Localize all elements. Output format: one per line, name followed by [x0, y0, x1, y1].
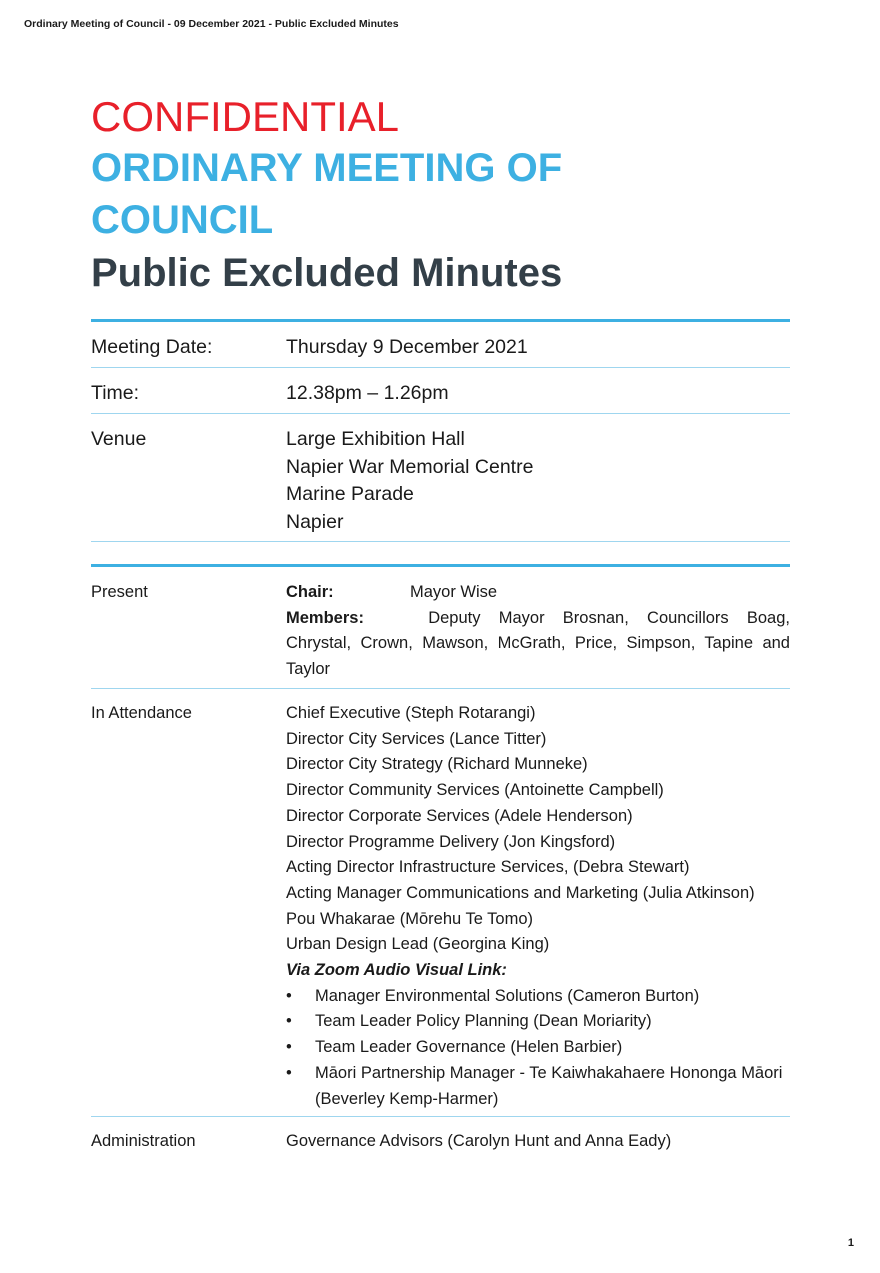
attendee: Urban Design Lead (Georgina King): [286, 935, 550, 954]
divider-top: [91, 319, 790, 322]
administration-label: Administration: [91, 1132, 196, 1150]
via-zoom-item: • Māori Partnership Manager - Te Kaiwhakahaere Hononga Māori (Beverley Kemp-Harmer): [286, 1061, 790, 1112]
meeting-title-line1: ORDINARY MEETING OF: [91, 146, 563, 190]
venue-line: Napier: [286, 510, 344, 533]
venue-line: Marine Parade: [286, 483, 414, 505]
attendee: Director Programme Delivery (Jon Kingsford): [286, 832, 616, 851]
via-zoom-item: • Team Leader Policy Planning (Dean Moriarity): [286, 1009, 790, 1035]
page-number: 1: [847, 1237, 854, 1249]
present-label: Present: [91, 583, 148, 601]
chair-label: Chair:: [286, 583, 334, 601]
venue-line: Napier War Memorial Centre: [286, 455, 534, 478]
meeting-date-value: Thursday 9 December 2021: [286, 336, 528, 358]
attendee: Director City Services (Lance Titter): [286, 729, 547, 748]
divider-section: [91, 564, 790, 567]
via-zoom-item: • Team Leader Governance (Helen Barbier): [286, 1035, 790, 1061]
attendee: Director Corporate Services (Adele Henderson): [286, 806, 633, 825]
attendee: Director Community Services (Antoinette Campbell): [286, 781, 664, 800]
attendee: Pou Whakarae (Mōrehu Te Tomo): [286, 909, 534, 928]
venue-value: [286, 426, 790, 536]
divider: [91, 541, 790, 542]
members-line-3: Taylor: [286, 660, 331, 679]
attendee: Chief Executive (Steph Rotarangi): [286, 704, 536, 722]
venue-line: Large Exhibition Hall: [286, 428, 465, 450]
divider: [91, 688, 790, 689]
in-attendance-value: [286, 701, 790, 1112]
via-zoom-item: • Manager Environmental Solutions (Cameron Burton): [286, 984, 790, 1010]
time-label: Time:: [91, 382, 140, 404]
minutes-title: Public Excluded Minutes: [91, 251, 563, 295]
attendee: Director City Strategy (Richard Munneke): [286, 755, 588, 774]
members-label: Members:: [286, 608, 364, 627]
chair-value: Mayor Wise: [410, 583, 498, 601]
administration-value: Governance Advisors (Carolyn Hunt and Anna Eady): [286, 1132, 672, 1150]
via-zoom-heading: Via Zoom Audio Visual Link:: [286, 961, 507, 980]
divider: [91, 413, 790, 414]
divider: [91, 367, 790, 368]
members-first-line: Deputy Mayor Brosnan, Councillors Boag,: [428, 608, 790, 627]
venue-label: Venue: [91, 428, 147, 450]
confidential-title: CONFIDENTIAL: [91, 93, 400, 140]
title-block: [91, 92, 791, 300]
time-value: 12.38pm – 1.26pm: [286, 382, 449, 404]
divider: [91, 1116, 790, 1117]
meeting-title-line2: COUNCIL: [91, 198, 274, 242]
in-attendance-label: In Attendance: [91, 704, 192, 722]
members-line-1: [286, 606, 790, 632]
attendee: Acting Manager Communications and Marketing (Julia Atkinson): [286, 883, 755, 902]
attendee: Acting Director Infrastructure Services, (Debra Stewart): [286, 858, 690, 877]
present-value: [286, 580, 790, 683]
via-zoom-list: [286, 984, 790, 1113]
members-line-2: Chrystal, Crown, Mawson, McGrath, Price, Simpson, Tapine and: [286, 634, 790, 653]
meeting-date-label: Meeting Date:: [91, 336, 213, 358]
running-header: Ordinary Meeting of Council - 09 December 2021 - Public Excluded Minutes: [24, 18, 399, 30]
